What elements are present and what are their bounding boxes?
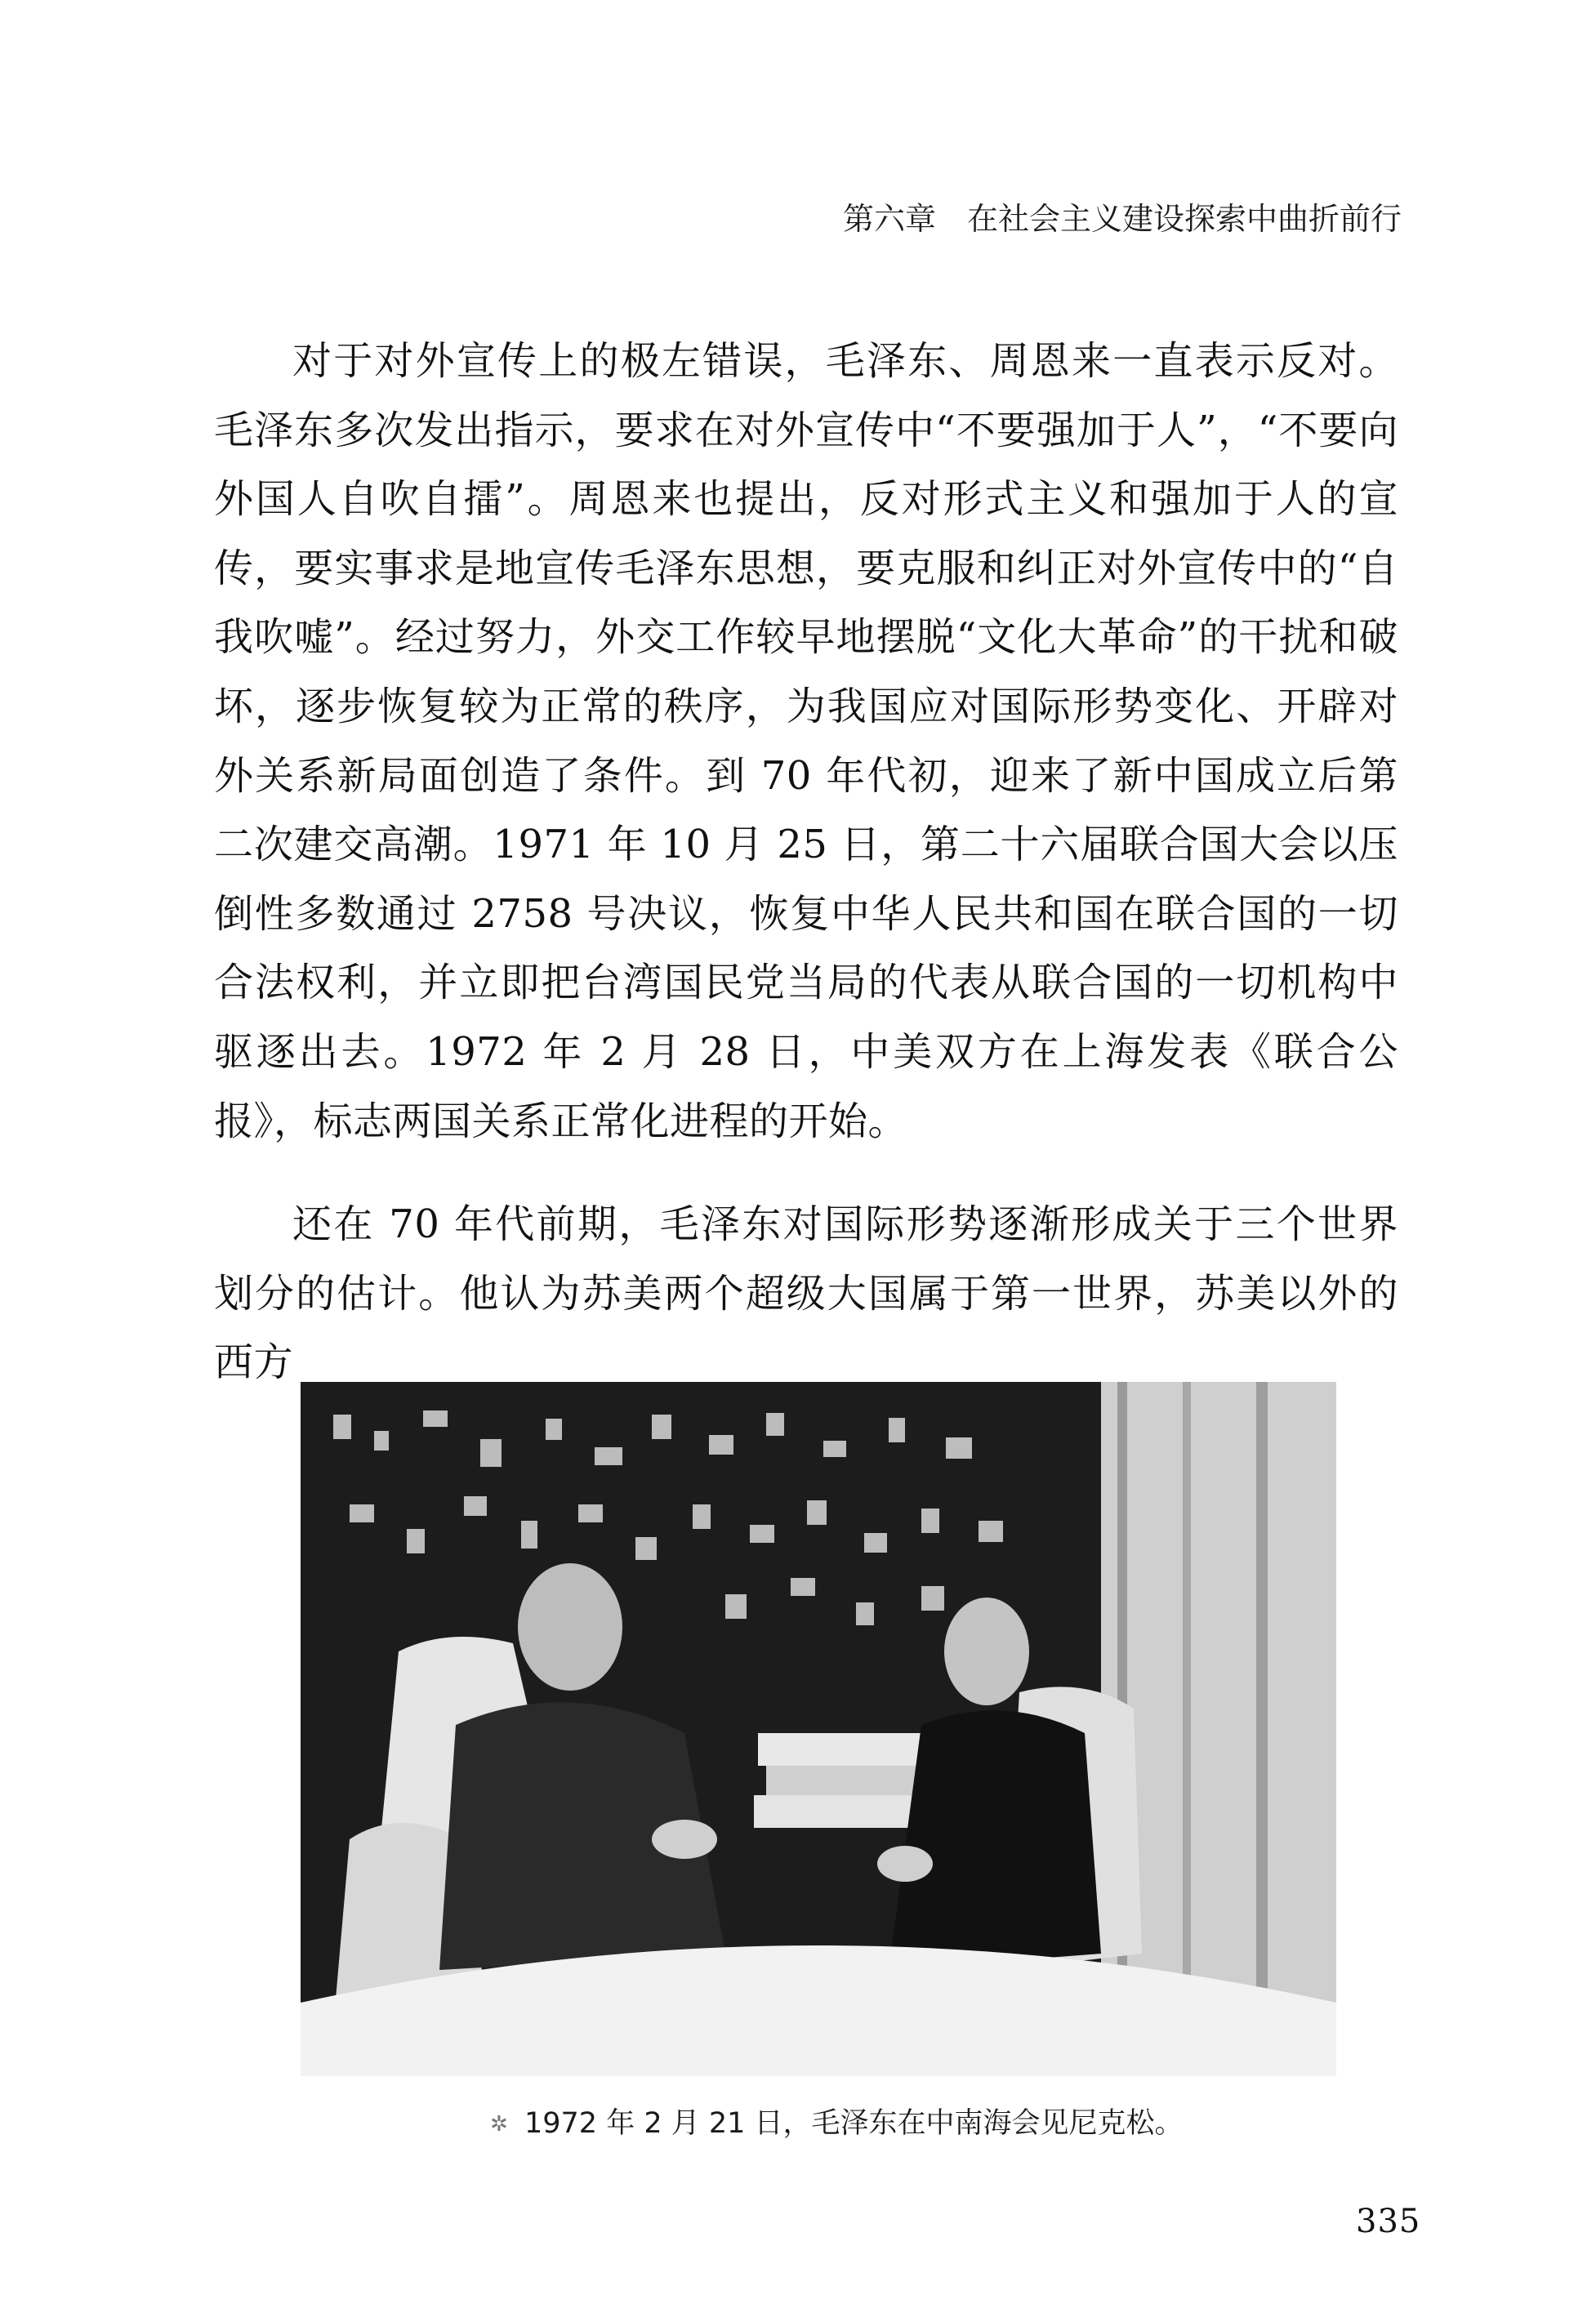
- chapter-title: 在社会主义建设探索中曲折前行: [967, 201, 1402, 237]
- caption-marker-icon: ✲: [490, 2112, 508, 2137]
- caption-text: 1972 年 2 月 21 日，毛泽东在中南海会见尼克松。: [524, 2107, 1184, 2140]
- paragraph-1: 对于对外宣传上的极左错误，毛泽东、周恩来一直表示反对。毛泽东多次发出指示，要求在对外宣传中“不要强加于人”，“不要向外国人自吹自擂”。周恩来也提出，反对形式主义和强加于人的宣传，要实事求是地宣传毛泽东思想，要克服和纠正对外宣传中的“自我吹嘘”。经过努力，外交工作较早地摆脱“文化大革命”的干扰和破坏，逐步恢复较为正常的秩序，为我国应对国际形势变化、开辟对外关系新局面创造了条件。到 70 年代初，迎来了新中国成立后第二次建交高潮。1971 年 10 月 25 日，第二十六届联合国大会以压倒性多数通过 2758 号决议，恢复中华人民共和国在联合国的一切合法权利，并立即把台湾国民党当局的代表从联合国的一切机构中驱逐出去。1972 年 2 月 28 日，中美双方在上海发表《联合公报》，标志两国关系正常化进程的开始。: [214, 338, 1398, 1144]
- photo-mao-nixon: [301, 1382, 1336, 2076]
- page-number: 335: [1356, 2203, 1421, 2240]
- running-head: [843, 199, 1407, 238]
- photo-caption: [490, 2106, 1225, 2142]
- photo-illustration: [301, 1382, 1336, 2076]
- chapter-number: 第六章: [843, 201, 937, 237]
- paragraph-2: 还在 70 年代前期，毛泽东对国际形势逐渐形成关于三个世界划分的估计。他认为苏美两个超级大国属于第一世界，苏美以外的西方: [214, 1201, 1398, 1386]
